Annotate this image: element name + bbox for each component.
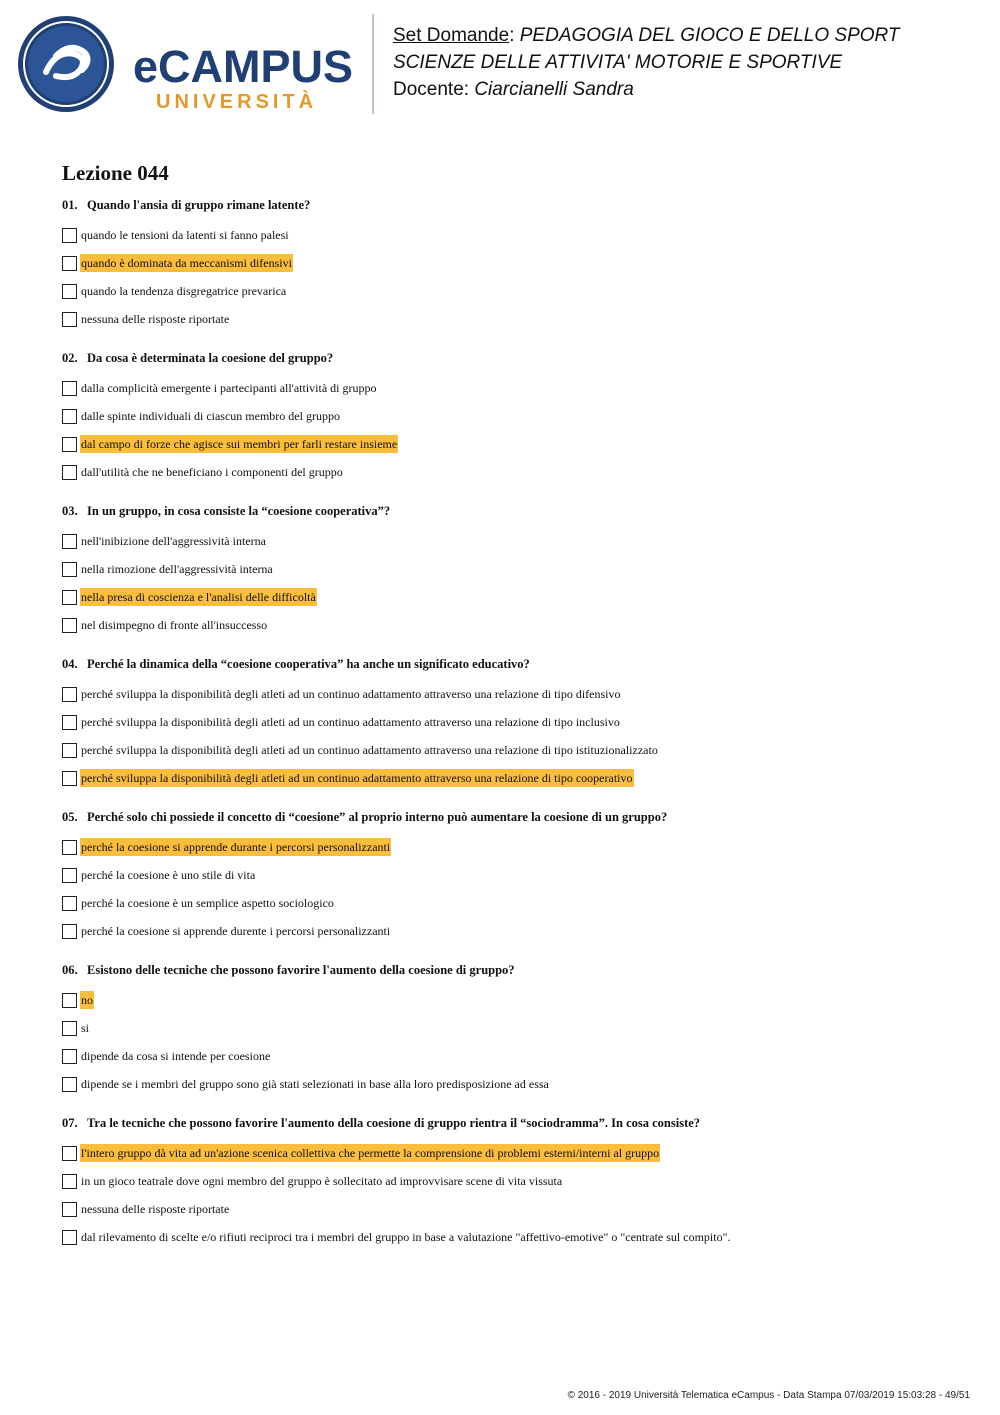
- answer-text-highlighted: nella presa di coscienza e l'analisi delle difficoltà: [81, 590, 316, 604]
- header-divider: [372, 14, 374, 114]
- course-title: PEDAGOGIA DEL GIOCO E DELLO SPORT: [519, 25, 900, 46]
- question-text: [62, 962, 962, 978]
- answer-text: perché la coesione è uno stile di vita: [81, 868, 256, 882]
- page-footer: © 2016 - 2019 Università Telematica eCampus - Data Stampa 07/03/2019 15:03:28 - 49/51: [567, 1390, 970, 1401]
- answer-checkbox[interactable]: [62, 437, 77, 452]
- answer-checkbox[interactable]: [62, 1202, 77, 1217]
- answer-text-highlighted: perché sviluppa la disponibilità degli atleti ad un continuo adattamento attraverso una relazione di tipo cooperativo: [81, 771, 633, 785]
- answer-option[interactable]: [62, 1042, 962, 1070]
- logo-brand-text: eCAMPUS: [133, 41, 354, 92]
- answer-text: nessuna delle risposte riportate: [81, 1202, 230, 1216]
- answer-option[interactable]: [62, 430, 962, 458]
- answer-text: perché la coesione è un semplice aspetto sociologico: [81, 896, 334, 910]
- answer-option[interactable]: [62, 1070, 962, 1098]
- answer-option[interactable]: [62, 402, 962, 430]
- question-label: Esistono delle tecniche che possono favorire l'aumento della coesione di gruppo?: [87, 963, 515, 977]
- answer-option[interactable]: [62, 917, 962, 945]
- answer-checkbox[interactable]: [62, 284, 77, 299]
- question-label: Perché solo chi possiede il concetto di “coesione” al proprio interno può aumentare la coesione di un gruppo?: [87, 810, 668, 824]
- answer-text: dipende da cosa si intende per coesione: [81, 1049, 271, 1063]
- answer-text: dalla complicità emergente i partecipanti all'attività di gruppo: [81, 381, 377, 395]
- teacher-line: [393, 76, 900, 103]
- answer-checkbox[interactable]: [62, 618, 77, 633]
- answer-checkbox[interactable]: [62, 1049, 77, 1064]
- answer-checkbox[interactable]: [62, 1174, 77, 1189]
- question-number: 07.: [62, 1116, 78, 1130]
- question-text: [62, 809, 962, 825]
- answer-checkbox[interactable]: [62, 896, 77, 911]
- teacher-name: Ciarcianelli Sandra: [474, 79, 634, 100]
- course-info: [393, 22, 900, 103]
- question-2: [62, 350, 962, 486]
- question-6: [62, 962, 962, 1098]
- answer-text-highlighted: dal campo di forze che agisce sui membri per farli restare insieme: [81, 437, 398, 451]
- answer-option[interactable]: [62, 305, 962, 333]
- answer-option[interactable]: [62, 736, 962, 764]
- question-number: 04.: [62, 657, 78, 671]
- answer-checkbox[interactable]: [62, 590, 77, 605]
- answer-text: perché la coesione si apprende durente i percorsi personalizzanti: [81, 924, 391, 938]
- answer-text: quando le tensioni da latenti si fanno palesi: [81, 228, 289, 242]
- answer-text: dall'utilità che ne beneficiano i componenti del gruppo: [81, 465, 343, 479]
- answer-checkbox[interactable]: [62, 1077, 77, 1092]
- answer-option[interactable]: [62, 1167, 962, 1195]
- answer-text-highlighted: l'intero gruppo dà vita ad un'azione scenica collettiva che permette la comprensione di problemi esterni/interni al gruppo: [81, 1146, 660, 1160]
- answer-checkbox[interactable]: [62, 465, 77, 480]
- question-label: In un gruppo, in cosa consiste la “coesione cooperativa”?: [87, 504, 391, 518]
- answer-text: nella rimozione dell'aggressività interna: [81, 562, 273, 576]
- answer-checkbox[interactable]: [62, 256, 77, 271]
- question-label: Tra le tecniche che possono favorire l'aumento della coesione di gruppo rientra il “sociodramma”. In cosa consiste?: [87, 1116, 701, 1130]
- answer-option[interactable]: [62, 833, 962, 861]
- answer-checkbox[interactable]: [62, 1230, 77, 1245]
- answer-option[interactable]: [62, 764, 962, 792]
- question-list: [62, 197, 962, 1268]
- answer-checkbox[interactable]: [62, 1146, 77, 1161]
- teacher-label: Docente:: [393, 79, 475, 100]
- answer-checkbox[interactable]: [62, 381, 77, 396]
- answer-option[interactable]: [62, 680, 962, 708]
- answer-checkbox[interactable]: [62, 312, 77, 327]
- answer-checkbox[interactable]: [62, 687, 77, 702]
- answer-option[interactable]: [62, 555, 962, 583]
- answer-option[interactable]: [62, 861, 962, 889]
- question-label: Quando l'ansia di gruppo rimane latente?: [87, 198, 311, 212]
- question-4: [62, 656, 962, 792]
- answer-checkbox[interactable]: [62, 409, 77, 424]
- logo-sub-text: UNIVERSITÀ: [156, 91, 318, 113]
- question-number: 02.: [62, 351, 78, 365]
- answer-text: perché sviluppa la disponibilità degli atleti ad un continuo adattamento attraverso una relazione di tipo difensivo: [81, 687, 621, 701]
- answer-option[interactable]: [62, 249, 962, 277]
- question-text: [62, 503, 962, 519]
- question-3: [62, 503, 962, 639]
- answer-checkbox[interactable]: [62, 924, 77, 939]
- answer-text-highlighted: perché la coesione si apprende durante i percorsi personalizzanti: [81, 840, 391, 854]
- answer-checkbox[interactable]: [62, 771, 77, 786]
- answer-text: dal rilevamento di scelte e/o rifiuti reciproci tra i membri del gruppo in base a valutazione "affettivo-emotive" o "centrate sul compito".: [81, 1230, 731, 1244]
- answer-checkbox[interactable]: [62, 715, 77, 730]
- answer-option[interactable]: [62, 583, 962, 611]
- answer-option[interactable]: [62, 458, 962, 486]
- question-text: [62, 350, 962, 366]
- answer-text: nell'inibizione dell'aggressività interna: [81, 534, 266, 548]
- question-text: [62, 656, 962, 672]
- answer-checkbox[interactable]: [62, 743, 77, 758]
- answer-text-highlighted: quando è dominata da meccanismi difensivi: [81, 256, 292, 270]
- answer-option[interactable]: [62, 1139, 962, 1167]
- answer-option[interactable]: [62, 1195, 962, 1223]
- answer-text: dipende se i membri del gruppo sono già stati selezionati in base alla loro predisposizione ad essa: [81, 1077, 549, 1091]
- answer-option[interactable]: [62, 374, 962, 402]
- answer-text-highlighted: no: [81, 993, 93, 1007]
- answer-option[interactable]: [62, 889, 962, 917]
- answer-text: si: [81, 1021, 90, 1035]
- question-7: [62, 1115, 962, 1251]
- answer-option[interactable]: [62, 986, 962, 1014]
- answer-checkbox[interactable]: [62, 840, 77, 855]
- answer-text: perché sviluppa la disponibilità degli atleti ad un continuo adattamento attraverso una relazione di tipo istituzionalizzato: [81, 743, 658, 757]
- ecampus-logo: [16, 14, 361, 118]
- answer-checkbox[interactable]: [62, 228, 77, 243]
- answer-text: nessuna delle risposte riportate: [81, 312, 230, 326]
- answer-checkbox[interactable]: [62, 993, 77, 1008]
- course-line-1: Set Domande: PEDAGOGIA DEL GIOCO E DELLO SPORT: [393, 25, 900, 46]
- question-5: [62, 809, 962, 945]
- answer-checkbox[interactable]: [62, 534, 77, 549]
- question-label: Da cosa è determinata la coesione del gruppo?: [87, 351, 334, 365]
- course-line-2: SCIENZE DELLE ATTIVITA' MOTORIE E SPORTIVE: [393, 52, 843, 73]
- set-label: Set Domande: [393, 25, 510, 46]
- question-1: [62, 197, 962, 333]
- answer-text: in un gioco teatrale dove ogni membro del gruppo è sollecitato ad improvvisare scene di vita vissuta: [81, 1174, 563, 1188]
- answer-option[interactable]: [62, 1223, 962, 1251]
- question-text: [62, 197, 962, 213]
- question-number: 01.: [62, 198, 78, 212]
- answer-option[interactable]: [62, 708, 962, 736]
- question-number: 05.: [62, 810, 78, 824]
- answer-text: nel disimpegno di fronte all'insuccesso: [81, 618, 268, 632]
- answer-checkbox[interactable]: [62, 868, 77, 883]
- answer-option[interactable]: [62, 221, 962, 249]
- answer-text: dalle spinte individuali di ciascun membro del gruppo: [81, 409, 340, 423]
- answer-option[interactable]: [62, 1014, 962, 1042]
- answer-checkbox[interactable]: [62, 1021, 77, 1036]
- answer-option[interactable]: [62, 527, 962, 555]
- answer-text: perché sviluppa la disponibilità degli atleti ad un continuo adattamento attraverso una relazione di tipo inclusivo: [81, 715, 620, 729]
- question-text: [62, 1115, 962, 1131]
- answer-option[interactable]: [62, 277, 962, 305]
- answer-checkbox[interactable]: [62, 562, 77, 577]
- lesson-title: Lezione 044: [62, 161, 169, 185]
- question-number: 03.: [62, 504, 78, 518]
- answer-text: quando la tendenza disgregatrice prevarica: [81, 284, 287, 298]
- question-label: Perché la dinamica della “coesione cooperativa” ha anche un significato educativo?: [87, 657, 530, 671]
- page-header: [0, 0, 1000, 130]
- answer-option[interactable]: [62, 611, 962, 639]
- question-number: 06.: [62, 963, 78, 977]
